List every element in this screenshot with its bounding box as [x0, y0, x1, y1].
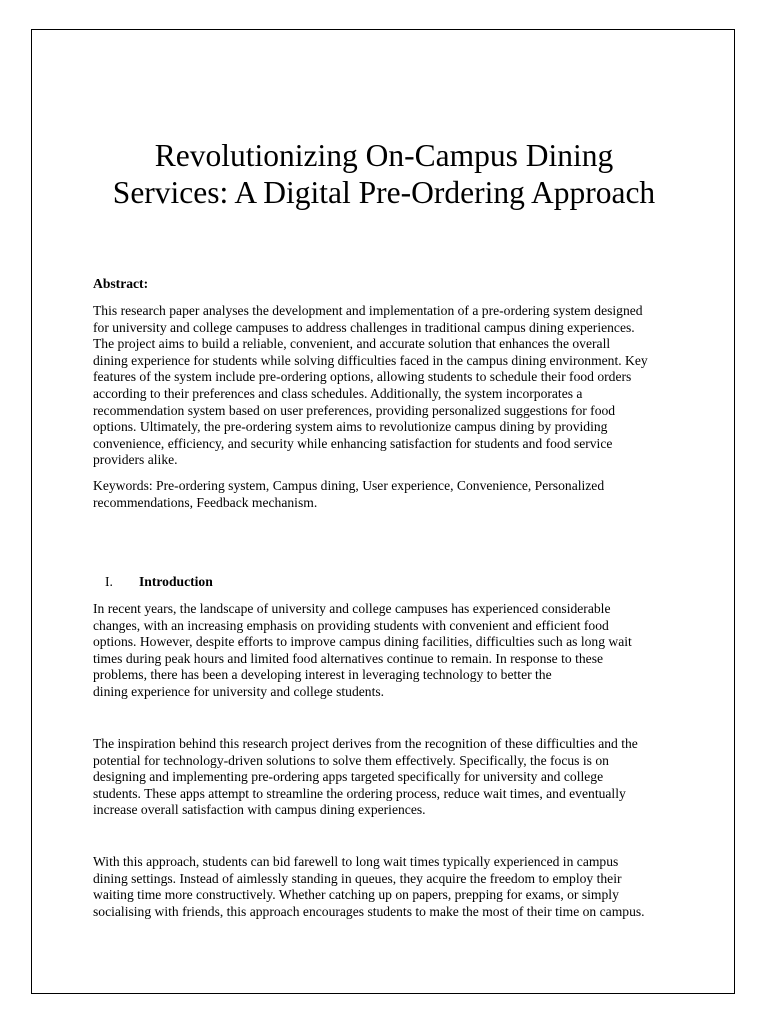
abstract-line: recommendation system based on user preferences, providing personalized suggestions for food: [93, 402, 616, 418]
section-number: I.: [105, 574, 113, 589]
abstract-line: This research paper analyses the development and implementation of a pre-ordering system designed: [93, 303, 643, 318]
paragraph-line: The inspiration behind this research project derives from the recognition of these difficulties and the: [93, 736, 638, 751]
paragraph-line: In recent years, the landscape of university and college campuses has experienced considerable: [93, 601, 611, 616]
paragraph-line: dining settings. Instead of aimlessly standing in queues, they acquire the freedom to employ their: [93, 870, 622, 886]
abstract-line: dining experience for students while solving difficulties faced in the campus dining environment. Key: [93, 352, 648, 368]
paragraph-line: socialising with friends, this approach encourages students to make the most of their time on campus.: [93, 903, 645, 919]
abstract-line: convenience, efficiency, and security while enhancing satisfaction for students and food service: [93, 435, 613, 451]
abstract-line: The project aims to build a reliable, convenient, and accurate solution that enhances the overall: [93, 336, 611, 352]
paragraph-line: problems, there has been a developing interest in leveraging technology to better the: [93, 667, 552, 683]
paragraph-line: waiting time more constructively. Whether catching up on papers, prepping for exams, or simply: [93, 887, 619, 903]
intro-paragraph-2: [93, 736, 683, 819]
abstract-heading: Abstract:: [93, 276, 149, 291]
title-line: Revolutionizing On-Campus Dining: [154, 138, 614, 173]
paragraph-line: potential for technology-driven solutions to solve them effectively. Specifically, the focus is on: [93, 752, 609, 768]
abstract-line: providers alike.: [93, 452, 178, 468]
intro-paragraph-1: [93, 601, 683, 701]
section-title: Introduction: [139, 574, 213, 589]
paragraph-line: changes, with an increasing emphasis on providing students with convenient and efficient food: [93, 617, 609, 633]
keywords-paragraph: [93, 478, 683, 511]
keywords-line: Keywords: Pre-ordering system, Campus dining, User experience, Convenience, Personalized: [93, 478, 605, 493]
abstract-line: features of the system include pre-ordering options, allowing students to schedule their food orders: [93, 369, 632, 385]
paper-title: [60, 137, 708, 211]
abstract-line: options. Ultimately, the pre-ordering system aims to revolutionize campus dining by providing: [93, 419, 608, 435]
paragraph-line: times during peak hours and limited food alternatives continue to remain. In response to these: [93, 650, 604, 666]
paragraph-line: students. These apps attempt to streamline the ordering process, reduce wait times, and eventually: [93, 785, 626, 801]
paragraph-line: increase overall satisfaction with campus dining experiences.: [93, 802, 426, 818]
intro-paragraph-3: [93, 854, 683, 920]
keywords-line: recommendations, Feedback mechanism.: [93, 494, 318, 510]
abstract-line: according to their preferences and class schedules. Additionally, the system incorporates a: [93, 385, 583, 401]
abstract-paragraph: [93, 303, 683, 469]
paragraph-line: designing and implementing pre-ordering apps targeted specifically for university and college: [93, 769, 604, 785]
paragraph-line: options. However, despite efforts to improve campus dining facilities, difficulties such as long wait: [93, 634, 632, 650]
title-line: Services: A Digital Pre-Ordering Approach: [112, 175, 656, 210]
section-heading-introduction: [105, 574, 213, 591]
abstract-line: for university and college campuses to address challenges in traditional campus dining experiences.: [93, 319, 635, 335]
paragraph-line: With this approach, students can bid farewell to long wait times typically experienced in campus: [93, 854, 619, 869]
paragraph-line: dining experience for university and college students.: [93, 683, 385, 699]
